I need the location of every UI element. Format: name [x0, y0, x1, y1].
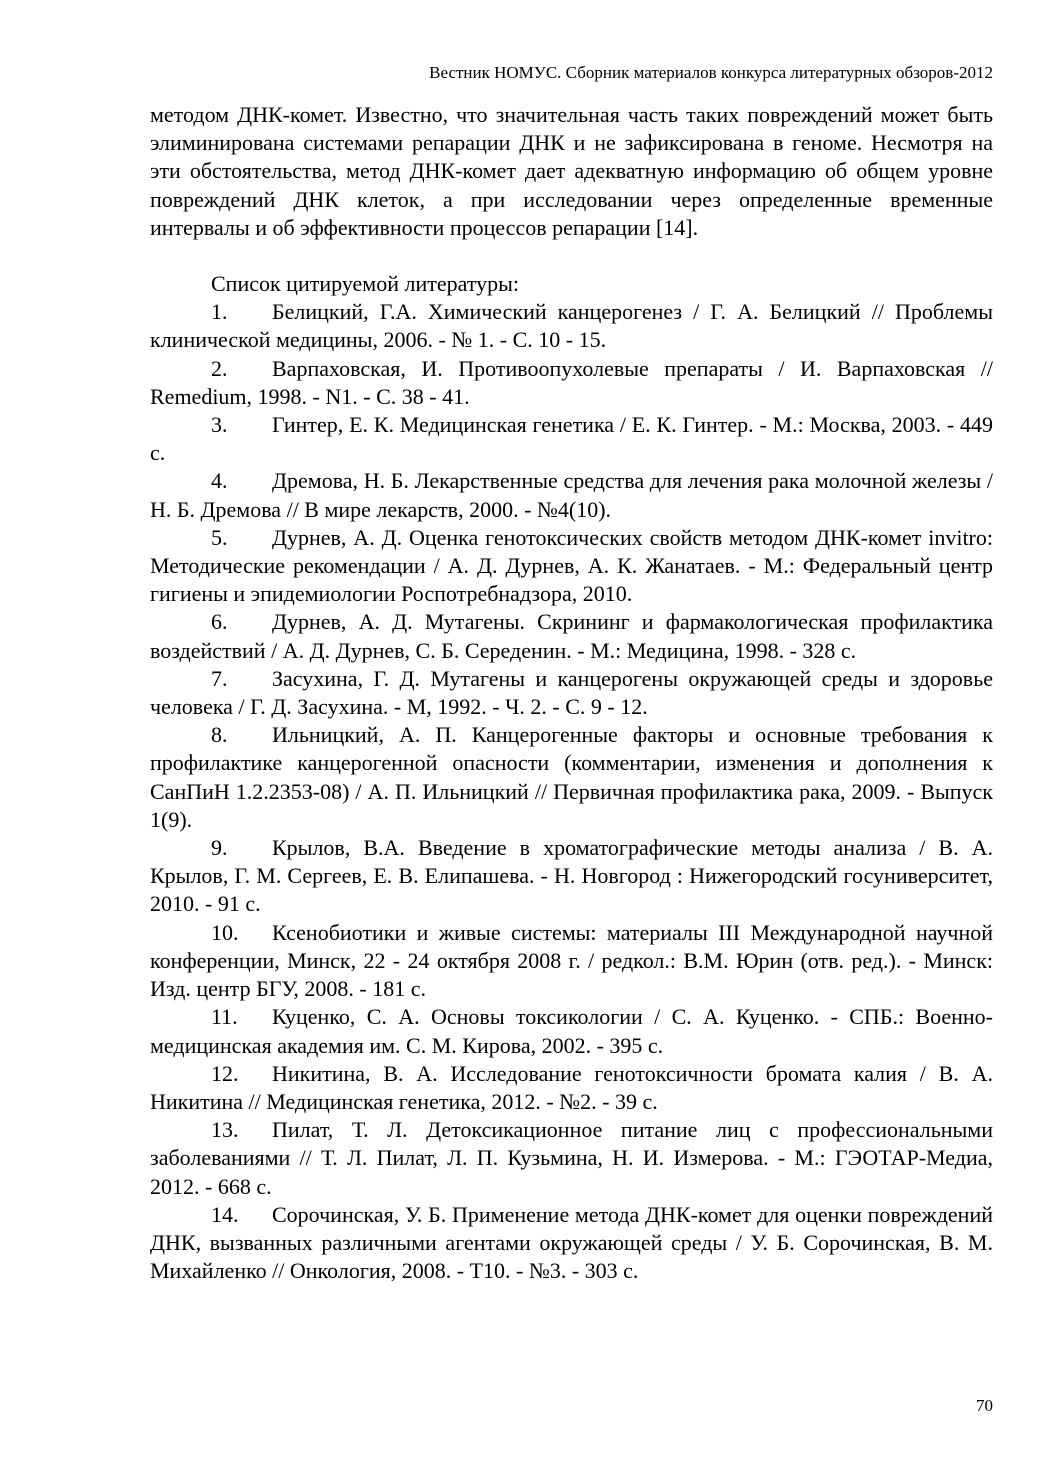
references-title: Список цитируемой литературы:	[211, 271, 520, 297]
reference-number: 6.	[211, 609, 228, 635]
reference-text: Белицкий, Г.А. Химический канцерогенез / Г. А. Белицкий // Проблемы клинической медицины, 2006. - № 1. - С. 10 - 15.	[150, 299, 993, 353]
reference-text: Дурнев, А. Д. Мутагены. Скрининг и фармакологическая профилактика воздействий / А. Д. Дурнев, С. Б. Середенин. - М.: Медицина, 1998. - 328 с.	[150, 609, 993, 663]
reference-item	[150, 1003, 993, 1059]
reference-number: 5.	[211, 524, 228, 550]
reference-text: Пилат, Т. Л. Детоксикационное питание лиц с профессиональными заболеваниями // Т. Л. Пилат, Л. П. Кузьмина, Н. И. Измерова. - М.: ГЭОТАР-Медиа, 2012. - 668 с.	[150, 1117, 993, 1199]
reference-item	[150, 1116, 993, 1201]
reference-text: Никитина, В. А. Исследование генотоксичности бромата калия / В. А. Никитина // Медицинская генетика, 2012. - №2. - 39 с.	[150, 1060, 993, 1114]
running-header: Вестник НОМУС. Сборник материалов конкурса литературных обзоров-2012	[429, 63, 993, 82]
reference-item	[150, 1060, 993, 1116]
reference-item	[150, 524, 993, 609]
reference-number: 9.	[211, 835, 228, 861]
reference-item	[150, 298, 993, 354]
page-body	[150, 101, 993, 1285]
reference-number: 12.	[211, 1060, 239, 1086]
reference-item	[150, 665, 993, 721]
reference-number: 8.	[211, 722, 228, 748]
reference-number: 14.	[211, 1201, 239, 1227]
reference-item	[150, 608, 993, 664]
reference-text: Ильницкий, А. П. Канцерогенные факторы и основные требования к профилактике канцерогенной опасности (комментарии, изменения и дополнения к СанПиН 1.2.2353-08) / А. П. Ильницкий // Первичная профилактика рака, 2009. - Выпуск 1(9).	[150, 722, 993, 832]
reference-item	[150, 1201, 993, 1286]
reference-text: Сорочинская, У. Б. Применение метода ДНК-комет для оценки повреждений ДНК, вызванных различными агентами окружающей среды / У. Б. Сорочинская, В. М. Михайленко // Онкология, 2008. - Т10. - №3. - 303 с.	[150, 1201, 993, 1284]
intro-paragraph: методом ДНК-комет. Известно, что значительная часть таких повреждений может быть элиминирована системами репарации ДНК и не зафиксирована в геноме. Несмотря на эти обстоятельства, метод ДНК-комет дает адекватную информацию об общем уровне повреждений ДНК клеток, а при исследовании через определенные временные интервалы и об эффективности процессов репарации [14].	[150, 102, 993, 240]
reference-text: Гинтер, Е. К. Медицинская генетика / Е. К. Гинтер. - М.: Москва, 2003. - 449 с.	[150, 412, 993, 466]
reference-number: 3.	[211, 412, 228, 438]
reference-text: Засухина, Г. Д. Мутагены и канцерогены окружающей среды и здоровье человека / Г. Д. Засухина. - М, 1992. - Ч. 2. - С. 9 - 12.	[150, 665, 993, 720]
reference-item	[150, 411, 993, 467]
reference-number: 10.	[211, 919, 239, 945]
reference-number: 4.	[211, 468, 228, 494]
reference-text: Крылов, В.А. Введение в хроматографические методы анализа / В. А. Крылов, Г. М. Сергеев, Е. В. Елипашева. - Н. Новгород : Нижегородский госуниверситет, 2010. - 91 с.	[150, 835, 993, 917]
reference-text: Варпаховская, И. Противоопухолевые препараты / И. Варпаховская // Remedium, 1998. - N1. - С. 38 - 41.	[150, 355, 993, 409]
page-number: 70	[976, 1396, 993, 1415]
reference-item	[150, 919, 993, 1004]
reference-number: 1.	[211, 299, 228, 325]
reference-text: Дурнев, А. Д. Оценка генотоксических свойств методом ДНК-комет invitro: Методические рекомендации / А. Д. Дурнев, А. К. Жанатаев. - М.: Федеральный центр гигиены и эпидемиологии Роспотребнадзора, 2010.	[150, 524, 993, 607]
reference-text: Дремова, Н. Б. Лекарственные средства для лечения рака молочной железы / Н. Б. Дремова // В мире лекарств, 2000. - №4(10).	[150, 468, 993, 522]
reference-item	[150, 834, 993, 919]
reference-number: 11.	[211, 1004, 238, 1030]
reference-number: 2.	[211, 355, 228, 381]
reference-item	[150, 355, 993, 411]
reference-text: Куценко, С. А. Основы токсикологии / С. А. Куценко. - СПБ.: Военно-медицинская академия им. С. М. Кирова, 2002. - 395 с.	[150, 1004, 993, 1058]
reference-item	[150, 467, 993, 523]
reference-text: Ксенобиотики и живые системы: материалы III Международной научной конференции, Минск, 22 - 24 октября 2008 г. / редкол.: В.М. Юрин (отв. ред.). - Минск: Изд. центр БГУ, 2008. - 181 с.	[150, 919, 993, 1002]
reference-item	[150, 721, 993, 834]
reference-number: 7.	[211, 665, 228, 691]
reference-number: 13.	[211, 1117, 239, 1143]
